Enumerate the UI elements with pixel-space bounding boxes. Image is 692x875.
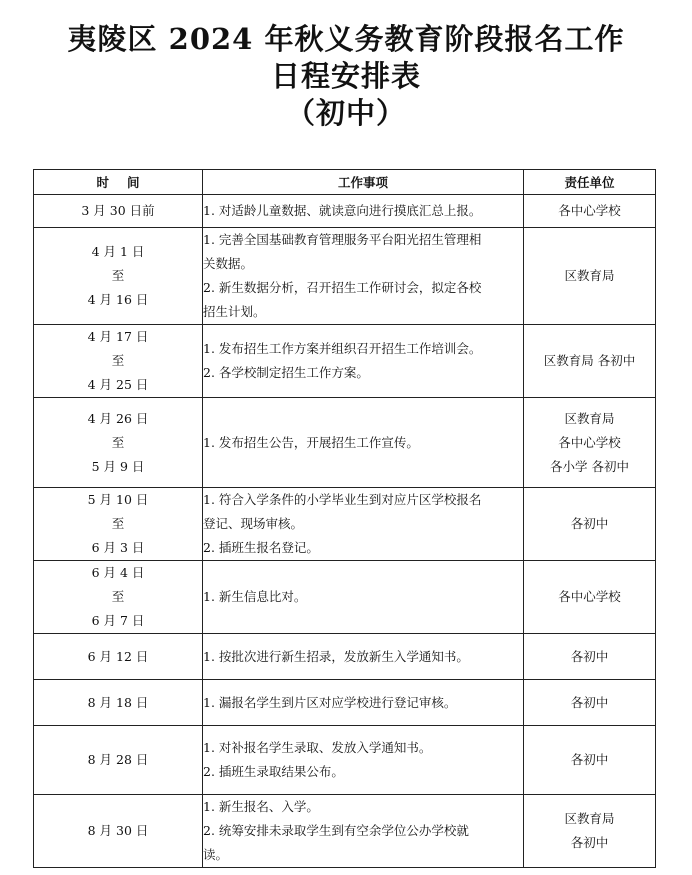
unit-cell-line: 各中心学校 xyxy=(558,434,621,450)
time-cell-line: 8 月 28 日 xyxy=(87,752,149,767)
items-cell-line: 2. 插班生录取结果公布。 xyxy=(203,764,344,779)
table-row xyxy=(34,634,656,680)
items-cell-line: 招生计划。 xyxy=(203,304,266,319)
time-cell-line: 6 月 3 日 xyxy=(91,540,145,555)
unit-cell xyxy=(524,726,656,795)
time-cell xyxy=(34,634,203,680)
table-row xyxy=(34,561,656,634)
unit-cell-line: 各中心学校 xyxy=(558,589,621,604)
time-cell-line: 4 月 17 日 xyxy=(87,329,149,344)
unit-cell xyxy=(524,228,656,325)
time-cell-line: 4 月 16 日 xyxy=(87,292,149,307)
table-row xyxy=(34,195,656,228)
unit-cell-line: 区教育局 xyxy=(564,811,615,826)
time-cell-line: 至 xyxy=(111,434,125,450)
time-cell xyxy=(34,795,203,868)
unit-cell xyxy=(524,488,656,561)
time-cell-line: 6 月 4 日 xyxy=(91,565,145,580)
items-cell-line: 1. 符合入学条件的小学毕业生到对应片区学校报名 xyxy=(203,492,482,507)
unit-cell xyxy=(524,680,656,726)
table-row xyxy=(34,398,656,488)
items-cell-line: 登记、现场审核。 xyxy=(203,516,304,531)
items-cell-line: 1. 漏报名学生到片区对应学校进行登记审核。 xyxy=(203,694,457,710)
table-header-row xyxy=(34,170,656,195)
unit-cell-line: 区教育局 xyxy=(564,410,615,426)
header-unit: 责任单位 xyxy=(524,170,656,195)
unit-cell xyxy=(524,195,656,228)
time-cell-line: 6 月 12 日 xyxy=(87,648,149,664)
time-cell-line: 6 月 7 日 xyxy=(91,613,145,628)
document-title-line-2: 日程安排表 xyxy=(270,59,421,93)
time-cell xyxy=(34,488,203,561)
time-cell xyxy=(34,228,203,325)
time-cell-line: 至 xyxy=(111,353,125,368)
document-title-line-3: （初中） xyxy=(285,96,406,130)
items-cell xyxy=(203,228,524,325)
time-cell xyxy=(34,680,203,726)
time-cell-line: 8 月 18 日 xyxy=(87,694,149,710)
items-cell-line: 1. 对补报名学生录取、发放入学通知书。 xyxy=(203,740,432,755)
items-cell xyxy=(203,680,524,726)
time-cell xyxy=(34,398,203,488)
time-cell-line: 至 xyxy=(111,589,125,604)
table-row xyxy=(34,228,656,325)
document-title-line-1: 夷陵区 2024 年秋义务教育阶段报名工作 xyxy=(67,22,625,56)
table-row xyxy=(34,488,656,561)
header-time: 时间 xyxy=(34,170,203,195)
items-cell-line: 2. 插班生报名登记。 xyxy=(203,540,319,555)
items-cell xyxy=(203,488,524,561)
time-cell xyxy=(34,726,203,795)
items-cell-line: 关数据。 xyxy=(203,256,254,271)
header-items: 工作事项 xyxy=(203,170,524,195)
unit-cell-line: 区教育局 xyxy=(564,268,615,283)
table-row xyxy=(34,726,656,795)
time-cell-line: 5 月 9 日 xyxy=(91,458,145,474)
items-cell-line: 1. 发布招生公告，开展招生工作宣传。 xyxy=(203,434,419,450)
table-row xyxy=(34,325,656,398)
items-cell-line: 读。 xyxy=(203,847,229,862)
schedule-table xyxy=(33,169,656,868)
items-cell xyxy=(203,726,524,795)
unit-cell-line: 各初中 xyxy=(570,835,609,850)
items-cell-line: 1. 新生报名、入学。 xyxy=(203,799,319,814)
items-cell-line: 2. 各学校制定招生工作方案。 xyxy=(203,365,369,380)
unit-cell xyxy=(524,398,656,488)
items-cell-line: 1. 新生信息比对。 xyxy=(203,589,307,604)
unit-cell-line: 各初中 xyxy=(570,694,609,710)
time-cell-line: 3 月 30 日前 xyxy=(81,203,155,218)
time-cell-line: 8 月 30 日 xyxy=(87,823,149,838)
unit-cell-line: 各小学 各初中 xyxy=(550,458,629,474)
time-cell xyxy=(34,561,203,634)
unit-cell-line: 各中心学校 xyxy=(558,203,621,218)
time-cell xyxy=(34,325,203,398)
items-cell-line: 2. 新生数据分析，召开招生工作研讨会，拟定各校 xyxy=(203,280,482,295)
time-cell-line: 4 月 26 日 xyxy=(87,410,149,426)
time-cell-line: 至 xyxy=(111,268,125,283)
items-cell xyxy=(203,398,524,488)
unit-cell xyxy=(524,561,656,634)
unit-cell-line: 各初中 xyxy=(570,752,609,767)
time-cell xyxy=(34,195,203,228)
time-cell-line: 4 月 25 日 xyxy=(87,377,149,392)
unit-cell xyxy=(524,325,656,398)
items-cell xyxy=(203,325,524,398)
unit-cell-line: 区教育局 各初中 xyxy=(543,353,636,368)
time-cell-line: 至 xyxy=(111,516,125,531)
table-row xyxy=(34,795,656,868)
time-cell-line: 4 月 1 日 xyxy=(91,244,145,259)
items-cell xyxy=(203,634,524,680)
items-cell xyxy=(203,195,524,228)
items-cell-line: 1. 对适龄儿童数据、就读意向进行摸底汇总上报。 xyxy=(203,203,482,218)
items-cell-line: 1. 按批次进行新生招录，发放新生入学通知书。 xyxy=(203,648,469,664)
items-cell-line: 1. 发布招生工作方案并组织召开招生工作培训会。 xyxy=(203,341,482,356)
items-cell xyxy=(203,795,524,868)
unit-cell-line: 各初中 xyxy=(570,648,609,664)
items-cell xyxy=(203,561,524,634)
items-cell-line: 1. 完善全国基础教育管理服务平台阳光招生管理相 xyxy=(203,232,482,247)
table-row xyxy=(34,680,656,726)
unit-cell-line: 各初中 xyxy=(570,516,609,531)
unit-cell xyxy=(524,795,656,868)
unit-cell xyxy=(524,634,656,680)
time-cell-line: 5 月 10 日 xyxy=(87,492,149,507)
items-cell-line: 2. 统筹安排未录取学生到有空余学位公办学校就 xyxy=(203,823,469,838)
